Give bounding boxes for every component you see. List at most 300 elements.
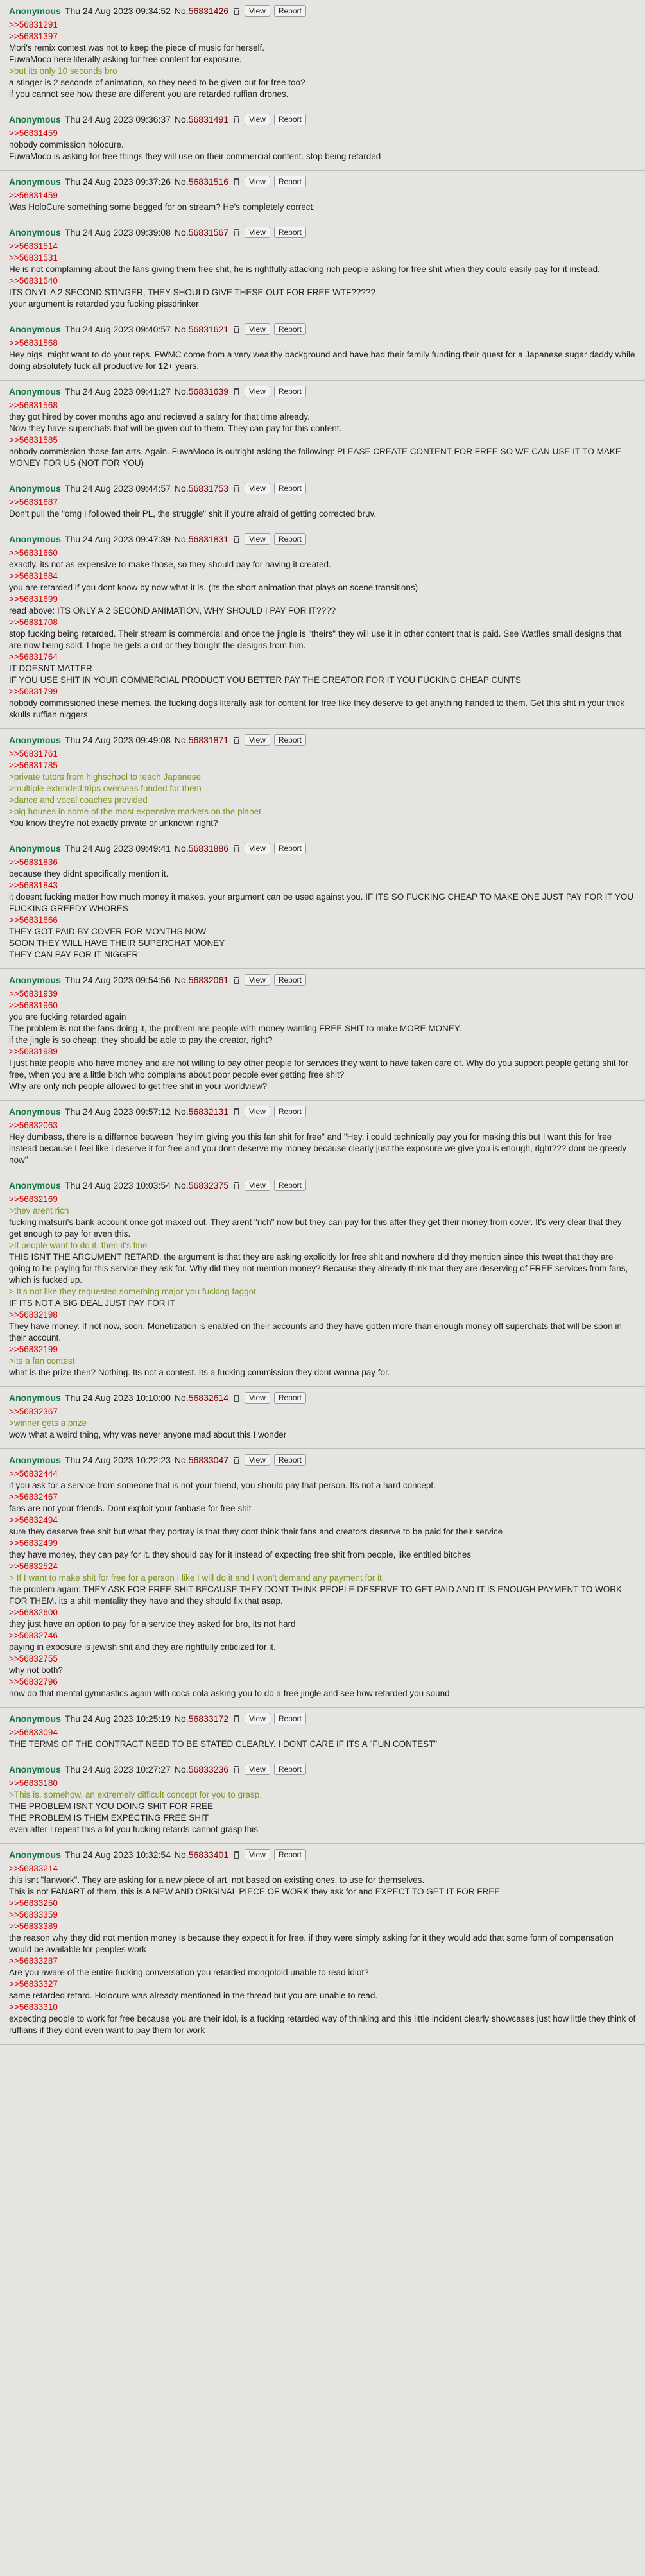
- quote-link[interactable]: >>56833287: [9, 1956, 58, 1966]
- post-datetime: Thu 24 Aug 2023 09:39:08: [64, 227, 171, 237]
- post-number[interactable]: [175, 1392, 228, 1404]
- post-number-prefix: No.: [174, 975, 189, 985]
- post-number-value[interactable]: 56831621: [188, 324, 229, 334]
- greentext-line: >If people want to do it, then it's fine: [9, 1241, 148, 1250]
- quote-link[interactable]: >>56831843: [9, 880, 58, 890]
- comment-line: same retarded retard. Holocure was already mentioned in the thread but you are unable to read.: [9, 1991, 378, 2000]
- post: [0, 1758, 645, 1844]
- comment-line: the reason why they did not mention money is because they expect it for free. if they were simply asking for it they would add that some form of compensation would be available for peoples work: [9, 1933, 614, 1954]
- post: [0, 381, 645, 477]
- post: [0, 969, 645, 1101]
- post-number-value[interactable]: 56832375: [188, 1180, 229, 1190]
- comment-line: THE PROBLEM ISNT YOU DOING SHIT FOR FREE: [9, 1801, 214, 1811]
- greentext-line: > If I want to make shit for free for a person I like I will do it and I won't demand any payment for it.: [9, 1573, 384, 1583]
- comment-line: read above: ITS ONLY A 2 SECOND ANIMATION, WHY SHOULD I PAY FOR IT????: [9, 606, 336, 615]
- comment-line: THEY CAN PAY FOR IT NIGGER: [9, 950, 139, 959]
- quote-link[interactable]: >>56831764: [9, 652, 58, 662]
- quote-link[interactable]: >>56833389: [9, 1921, 58, 1931]
- post-number[interactable]: [175, 386, 228, 397]
- post-number-value[interactable]: 56831491: [188, 114, 229, 125]
- poster-name: Anonymous: [9, 324, 61, 334]
- quote-link[interactable]: >>56832199: [9, 1344, 58, 1354]
- report-button[interactable]: Report: [274, 323, 306, 335]
- post-number-value[interactable]: 56833401: [188, 1850, 229, 1860]
- view-button[interactable]: View: [245, 1764, 270, 1775]
- quote-link[interactable]: >>56831989: [9, 1047, 58, 1056]
- post-number-prefix: No.: [174, 1180, 189, 1190]
- quote-link[interactable]: >>56831459: [9, 128, 58, 138]
- quote-link[interactable]: >>56831799: [9, 687, 58, 696]
- view-button[interactable]: View: [245, 386, 270, 397]
- post-datetime: Thu 24 Aug 2023 09:41:27: [64, 386, 171, 397]
- comment-line: they have money, they can pay for it. they should pay for it instead of expecting free shit from people, like entitled bitches: [9, 1550, 472, 1559]
- quote-link[interactable]: >>56831708: [9, 617, 58, 627]
- post-number-prefix: No.: [174, 1850, 189, 1860]
- comment-line: THE TERMS OF THE CONTRACT NEED TO BE STATED CLEARLY. I DONT CARE IF ITS A "FUN CONTEST": [9, 1739, 438, 1749]
- post-header: [9, 841, 636, 855]
- quote-link[interactable]: >>56831540: [9, 276, 58, 286]
- post-datetime: Thu 24 Aug 2023 09:36:37: [64, 114, 171, 125]
- poster-name: Anonymous: [9, 735, 61, 745]
- view-button[interactable]: View: [245, 1392, 270, 1404]
- report-button[interactable]: Report: [274, 386, 306, 397]
- comment-line: Was HoloCure something some begged for on stream? He's completely correct.: [9, 202, 316, 212]
- post-datetime: Thu 24 Aug 2023 10:22:23: [64, 1455, 171, 1465]
- post-body: [9, 747, 636, 829]
- view-button[interactable]: View: [245, 227, 270, 238]
- post-number-prefix: No.: [174, 6, 189, 16]
- post-body: [9, 1192, 636, 1378]
- post-datetime: Thu 24 Aug 2023 10:10:00: [64, 1393, 171, 1403]
- quote-link[interactable]: >>56833310: [9, 2002, 58, 2012]
- quote-link[interactable]: >>56831568: [9, 400, 58, 410]
- quote-link[interactable]: >>56833180: [9, 1778, 58, 1788]
- quote-link[interactable]: >>56832600: [9, 1608, 58, 1617]
- report-button[interactable]: Report: [274, 483, 306, 494]
- report-button[interactable]: Report: [274, 1392, 306, 1404]
- post-number-value[interactable]: 56831886: [188, 843, 229, 854]
- quote-link[interactable]: >>56833214: [9, 1864, 58, 1873]
- greentext-line: >dance and vocal coaches provided: [9, 795, 148, 805]
- post-number[interactable]: [175, 1764, 228, 1775]
- post-header: [9, 733, 636, 747]
- poster-name: Anonymous: [9, 1393, 61, 1403]
- comment-line: IT DOESNT MATTER: [9, 664, 92, 673]
- quote-link[interactable]: >>56831291: [9, 20, 58, 30]
- comment-line: Why are only rich people allowed to get free shit in your worldview?: [9, 1081, 268, 1091]
- post: [0, 0, 645, 108]
- view-button[interactable]: View: [245, 533, 270, 545]
- poster-name: Anonymous: [9, 1713, 61, 1724]
- quote-link[interactable]: >>56831761: [9, 749, 58, 759]
- comment-line: exactly. its not as expensive to make those, so they should pay for having it created.: [9, 560, 331, 569]
- report-button[interactable]: Report: [274, 176, 306, 187]
- comment-line: IF ITS NOT A BIG DEAL JUST PAY FOR IT: [9, 1298, 176, 1308]
- view-button[interactable]: View: [245, 1106, 270, 1117]
- comment-line: Don't pull the "omg I followed their PL, the struggle" shit if you're afraid of getting corrected bruv.: [9, 509, 377, 519]
- quote-link[interactable]: >>56833250: [9, 1898, 58, 1908]
- comment-line: it doesnt fucking matter how much money it makes. your argument can be used against you. IF ITS SO FUCKING CHEAP TO MAKE ONE JUST PAY FOR IT YOU FUCKING GREEDY WHORES: [9, 892, 634, 913]
- quote-link[interactable]: >>56831866: [9, 915, 58, 925]
- greentext-line: >This is, somehow, an extremely difficult concept for you to grasp.: [9, 1790, 262, 1799]
- post-datetime: Thu 24 Aug 2023 09:34:52: [64, 6, 171, 16]
- post: [0, 837, 645, 969]
- comment-line: paying in exposure is jewish shit and they are rightfully criticized for it.: [9, 1642, 276, 1652]
- post-header: [9, 175, 636, 189]
- report-button[interactable]: Report: [274, 227, 306, 238]
- report-button[interactable]: Report: [274, 1713, 306, 1724]
- post-header: [9, 1104, 636, 1119]
- trash-icon[interactable]: [234, 1182, 239, 1189]
- quote-link[interactable]: >>56831459: [9, 191, 58, 200]
- post-number-prefix: No.: [174, 1713, 189, 1724]
- quote-link[interactable]: >>56831568: [9, 338, 58, 348]
- quote-link[interactable]: >>56831514: [9, 241, 58, 251]
- comment-line: what is the prize then? Nothing. Its not a contest. Its a fucking commission they dont wanna pay for.: [9, 1368, 390, 1377]
- comment-line: you are retarded if you dont know by now what it is. (its the short animation that plays on scene transitions): [9, 583, 418, 592]
- trash-icon[interactable]: [234, 485, 239, 492]
- poster-name: Anonymous: [9, 1764, 61, 1774]
- comment-line: why not both?: [9, 1665, 64, 1675]
- post-header: [9, 112, 636, 126]
- poster-name: Anonymous: [9, 1850, 61, 1860]
- quote-link[interactable]: >>56833359: [9, 1910, 58, 1919]
- post: [0, 1387, 645, 1449]
- post-number-value[interactable]: 56832131: [188, 1106, 229, 1117]
- comment-line: now do that mental gymnastics again with coca cola asking you to do a free jingle and see how retarded you sound: [9, 1688, 450, 1698]
- report-button[interactable]: Report: [274, 843, 306, 854]
- post-number-value[interactable]: 56831639: [188, 386, 229, 397]
- comment-line: THE PROBLEM IS THEM EXPECTING FREE SHIT: [9, 1813, 209, 1823]
- post: [0, 221, 645, 318]
- post-body: [9, 399, 636, 469]
- post-number-prefix: No.: [174, 735, 189, 745]
- post-datetime: Thu 24 Aug 2023 09:44:57: [64, 483, 171, 494]
- post-number-value[interactable]: 56833236: [188, 1764, 229, 1774]
- quote-link[interactable]: >>56832198: [9, 1310, 58, 1319]
- trash-icon[interactable]: [234, 1108, 239, 1115]
- report-button[interactable]: Report: [274, 1849, 306, 1860]
- post-body: [9, 336, 636, 372]
- report-button[interactable]: Report: [274, 5, 306, 17]
- quote-link[interactable]: >>56832467: [9, 1492, 58, 1502]
- quote-link[interactable]: >>56831684: [9, 571, 58, 581]
- comment-line: I just hate people who have money and are not willing to pay other people for services they want to have taken care of. Why do you support people getting shit for free, when you are a little bitch who complains about poor people ever getting free shit?: [9, 1058, 629, 1079]
- post: [0, 1708, 645, 1758]
- post-number-value[interactable]: 56831753: [188, 483, 229, 494]
- comment-line: because they didnt specifically mention it.: [9, 869, 169, 879]
- post-number-value[interactable]: 56831831: [188, 534, 229, 544]
- comment-line: fucking matsuri's bank account once got maxed out. They arent "rich" now but they can pay for this after they get their money from cover. It's very clear that they get enough to pay for even this.: [9, 1217, 622, 1239]
- post-body: [9, 855, 636, 961]
- post: [0, 1449, 645, 1708]
- post-number-prefix: No.: [174, 176, 189, 187]
- post-body: [9, 239, 636, 310]
- quote-link[interactable]: >>56832524: [9, 1561, 58, 1571]
- post-number[interactable]: [175, 227, 228, 238]
- comment-line: SOON THEY WILL HAVE THEIR SUPERCHAT MONEY: [9, 938, 225, 948]
- comment-line: He is not complaining about the fans giving them free shit, he is rightfully attacking rich people asking for free shit when they could easily pay for it instead.: [9, 264, 600, 274]
- quote-link[interactable]: >>56832499: [9, 1538, 58, 1548]
- view-button[interactable]: View: [245, 5, 270, 17]
- view-button[interactable]: View: [245, 1454, 270, 1466]
- post-datetime: Thu 24 Aug 2023 10:32:54: [64, 1850, 171, 1860]
- greentext-line: >but its only 10 seconds bro: [9, 66, 117, 76]
- comment-line: Mori's remix contest was not to keep the piece of music for herself.: [9, 43, 264, 53]
- quote-link[interactable]: >>56832755: [9, 1654, 58, 1663]
- poster-name: Anonymous: [9, 227, 61, 237]
- post-body: [9, 126, 636, 162]
- trash-icon[interactable]: [234, 845, 239, 852]
- poster-name: Anonymous: [9, 1106, 61, 1117]
- view-button[interactable]: View: [245, 1713, 270, 1724]
- post: [0, 108, 645, 171]
- comment-line: Are you aware of the entire fucking conversation you retarded mongoloid unable to read idiot?: [9, 1968, 369, 1977]
- post-number[interactable]: [175, 1106, 228, 1117]
- trash-icon[interactable]: [234, 229, 239, 236]
- quote-link[interactable]: >>56831785: [9, 760, 58, 770]
- quote-link[interactable]: >>56831960: [9, 1000, 58, 1010]
- comment-line: You know they're not exactly private or unknown right?: [9, 818, 218, 828]
- comment-line: THIS ISNT THE ARGUMENT RETARD. the argument is that they are asking explicitly for free shit and nowhere did they mention since this tweet that they are going to be paying for this service they ask for. Why did they not mention money? Because they already think that they are deserving of FREE services from fans, which is fucked up.: [9, 1252, 628, 1285]
- post-number-value[interactable]: 56831426: [188, 6, 229, 16]
- post-number[interactable]: [175, 483, 228, 494]
- post-body: [9, 1405, 636, 1441]
- post-datetime: Thu 24 Aug 2023 09:49:08: [64, 735, 171, 745]
- comment-line: This is not FANART of them, this is A NEW AND ORIGINAL PIECE OF WORK they ask for and EXPECT TO GET IT FOR FREE: [9, 1887, 501, 1896]
- comment-line: you are fucking retarded again: [9, 1012, 126, 1022]
- quote-link[interactable]: >>56831397: [9, 31, 58, 41]
- post-number[interactable]: [175, 1454, 228, 1466]
- quote-link[interactable]: >>56832063: [9, 1121, 58, 1130]
- poster-name: Anonymous: [9, 483, 61, 494]
- post: [0, 528, 645, 729]
- comment-line: sure they deserve free shit but what they portray is that they dont think their fans and creators deserve to be paid for their service: [9, 1527, 503, 1536]
- post-number-value[interactable]: 56832614: [188, 1393, 229, 1403]
- report-button[interactable]: Report: [274, 1764, 306, 1775]
- comment-line: Hey dumbass, there is a differnce between "hey im giving you this fan shit for free" and "Hey, i could technically pay you for making this but I want this for free instead because I feel like i deserve it for free and you dont deserve my money because clearly just the exposure we give you is enough, right??? dont be greedy now": [9, 1132, 627, 1165]
- post: [0, 171, 645, 221]
- view-button[interactable]: View: [245, 974, 270, 986]
- post-header: [9, 1712, 636, 1726]
- greentext-line: >they arent rich: [9, 1206, 69, 1215]
- comment-line: FuwaMoco is asking for free things they will use on their commercial content. stop being retarded: [9, 151, 381, 161]
- trash-icon[interactable]: [234, 388, 239, 395]
- poster-name: Anonymous: [9, 534, 61, 544]
- trash-icon[interactable]: [234, 116, 239, 123]
- post: [0, 729, 645, 837]
- report-button[interactable]: Report: [274, 533, 306, 545]
- greentext-line: >private tutors from highschool to teach Japanese: [9, 772, 202, 782]
- post-datetime: Thu 24 Aug 2023 09:47:39: [64, 534, 171, 544]
- comment-line: they just have an option to pay for a service they asked for bro, its not hard: [9, 1619, 296, 1629]
- post-number[interactable]: [175, 1849, 228, 1860]
- quote-link[interactable]: >>56833327: [9, 1979, 58, 1989]
- comment-line: nobody commission holocure.: [9, 140, 124, 150]
- quote-link[interactable]: >>56832746: [9, 1631, 58, 1640]
- report-button[interactable]: Report: [274, 114, 306, 125]
- comment-line: the problem again: THEY ASK FOR FREE SHIT BECAUSE THEY DONT THINK PEOPLE DESERVE TO GET PAID AND IT IS ENOUGH PAYMENT TO WORK FOR THEM. its a shit mentality they have and they should fix that asap.: [9, 1584, 623, 1606]
- quote-link[interactable]: >>56832796: [9, 1677, 58, 1687]
- quote-link[interactable]: >>56832444: [9, 1469, 58, 1479]
- post-body: [9, 987, 636, 1092]
- post-body: [9, 1467, 636, 1699]
- view-button[interactable]: View: [245, 1849, 270, 1860]
- greentext-line: > It's not like they requested something major you fucking faggot: [9, 1287, 256, 1296]
- comment-line: if the jingle is so cheap, they should be able to pay the creator, right?: [9, 1035, 273, 1045]
- quote-link[interactable]: >>56832169: [9, 1194, 58, 1204]
- post-number-prefix: No.: [174, 227, 189, 237]
- comment-line: ITS ONYL A 2 SECOND STINGER, THEY SHOULD GIVE THESE OUT FOR FREE WTF?????: [9, 288, 375, 297]
- post-number-prefix: No.: [174, 483, 189, 494]
- post-number[interactable]: [175, 1713, 228, 1724]
- quote-link[interactable]: >>56831660: [9, 548, 58, 558]
- post-header: [9, 973, 636, 987]
- comment-line: if you ask for a service from someone that is not your friend, you should pay that person. Its not a hard concept.: [9, 1481, 436, 1490]
- quote-link[interactable]: >>56832494: [9, 1515, 58, 1525]
- report-button[interactable]: Report: [274, 1106, 306, 1117]
- poster-name: Anonymous: [9, 114, 61, 125]
- post-header: [9, 1178, 636, 1192]
- comment-line: THEY GOT PAID BY COVER FOR MONTHS NOW: [9, 927, 207, 936]
- comment-line: they got hired by cover months ago and recieved a salary for that time already.: [9, 412, 310, 422]
- post-number[interactable]: [175, 114, 228, 125]
- trash-icon[interactable]: [234, 1395, 239, 1402]
- comment-line: Hey nigs, might want to do your reps. FWMC come from a very wealthy background and have had their family funding their quest for a Japanese sugar daddy while doing absolutely fuck all productive for 12+ years.: [9, 350, 635, 371]
- quote-link[interactable]: >>56832367: [9, 1407, 58, 1416]
- report-button[interactable]: Report: [274, 1180, 306, 1191]
- post: [0, 477, 645, 528]
- post-number-value[interactable]: 56833172: [188, 1713, 229, 1724]
- report-button[interactable]: Report: [274, 1454, 306, 1466]
- trash-icon[interactable]: [234, 1715, 239, 1722]
- poster-name: Anonymous: [9, 176, 61, 187]
- greentext-line: >its a fan contest: [9, 1356, 75, 1366]
- post-number-value[interactable]: 56832061: [188, 975, 229, 985]
- post-number-value[interactable]: 56831516: [188, 176, 229, 187]
- comment-line: nobody commissioned these memes. the fucking dogs literally ask for content for free like they deserve to get anything handed to them. Get this shit in your thick skulls ruffian niggers.: [9, 698, 625, 719]
- post-header: [9, 1453, 636, 1467]
- post-number-prefix: No.: [174, 534, 189, 544]
- quote-link[interactable]: >>56831939: [9, 989, 58, 999]
- comment-line: this isnt "fanwork". They are asking for a new piece of art, not based on existing ones, to use for themselves.: [9, 1875, 425, 1885]
- view-button[interactable]: View: [245, 483, 270, 494]
- post-number[interactable]: [175, 533, 228, 545]
- post-header: [9, 225, 636, 239]
- post-datetime: Thu 24 Aug 2023 10:03:54: [64, 1180, 171, 1190]
- poster-name: Anonymous: [9, 1455, 61, 1465]
- post-datetime: Thu 24 Aug 2023 09:40:57: [64, 324, 171, 334]
- post-datetime: Thu 24 Aug 2023 09:49:41: [64, 843, 171, 854]
- post-datetime: Thu 24 Aug 2023 10:27:27: [64, 1764, 171, 1774]
- post-number-prefix: No.: [174, 1455, 189, 1465]
- trash-icon[interactable]: [234, 536, 239, 543]
- post-datetime: Thu 24 Aug 2023 09:37:26: [64, 176, 171, 187]
- trash-icon[interactable]: [234, 1766, 239, 1773]
- trash-icon[interactable]: [234, 1851, 239, 1859]
- post-number[interactable]: [175, 323, 228, 335]
- post-number[interactable]: [175, 734, 228, 746]
- quote-link[interactable]: >>56831836: [9, 857, 58, 867]
- trash-icon[interactable]: [234, 178, 239, 185]
- post-body: [9, 1776, 636, 1835]
- poster-name: Anonymous: [9, 386, 61, 397]
- post-body: [9, 1862, 636, 2036]
- comment-line: a stinger is 2 seconds of animation, so they need to be given out for free too?: [9, 78, 305, 87]
- post-number-prefix: No.: [174, 1106, 189, 1117]
- post-number-prefix: No.: [174, 114, 189, 125]
- view-button[interactable]: View: [245, 843, 270, 854]
- post-number-prefix: No.: [174, 386, 189, 397]
- post-number[interactable]: [175, 176, 228, 187]
- poster-name: Anonymous: [9, 843, 61, 854]
- post-number[interactable]: [175, 974, 228, 986]
- quote-link[interactable]: >>56833094: [9, 1728, 58, 1737]
- comment-line: if you cannot see how these are different you are retarded ruffian drones.: [9, 89, 289, 99]
- trash-icon[interactable]: [234, 8, 239, 15]
- post-number-prefix: No.: [174, 843, 189, 854]
- post-header: [9, 532, 636, 546]
- post-header: [9, 481, 636, 495]
- post-header: [9, 1762, 636, 1776]
- trash-icon[interactable]: [234, 1457, 239, 1464]
- post: [0, 318, 645, 381]
- view-button[interactable]: View: [245, 176, 270, 187]
- view-button[interactable]: View: [245, 1180, 270, 1191]
- view-button[interactable]: View: [245, 734, 270, 746]
- poster-name: Anonymous: [9, 1180, 61, 1190]
- post-number-value[interactable]: 56831871: [188, 735, 229, 745]
- post: [0, 1174, 645, 1387]
- quote-link[interactable]: >>56831531: [9, 253, 58, 262]
- comment-line: The problem is not the fans doing it, the problem are people with money wanting FREE SHIT to make MORE MONEY.: [9, 1024, 461, 1033]
- post-body: [9, 18, 636, 100]
- post-number-value[interactable]: 56833047: [188, 1455, 229, 1465]
- comment-line: IF YOU USE SHIT IN YOUR COMMERCIAL PRODUCT YOU BETTER PAY THE CREATOR FOR IT YOU FUCKING CHEAP CUNTS: [9, 675, 521, 685]
- trash-icon[interactable]: [234, 737, 239, 744]
- poster-name: Anonymous: [9, 975, 61, 985]
- post: [0, 1844, 645, 2045]
- trash-icon[interactable]: [234, 326, 239, 333]
- post-number[interactable]: [175, 843, 228, 854]
- quote-link[interactable]: >>56831687: [9, 497, 58, 507]
- post-datetime: Thu 24 Aug 2023 09:54:56: [64, 975, 171, 985]
- post-header: [9, 4, 636, 18]
- trash-icon[interactable]: [234, 977, 239, 984]
- view-button[interactable]: View: [245, 323, 270, 335]
- comment-line: nobody commission those fan arts. Again. FuwaMoco is outright asking the following: PLEASE CREATE CONTENT FOR FREE SO WE CAN USE IT TO MAKE MONEY FOR US (NOT FOR YOU): [9, 447, 621, 468]
- post-number-value[interactable]: 56831567: [188, 227, 229, 237]
- poster-name: Anonymous: [9, 6, 61, 16]
- report-button[interactable]: Report: [274, 734, 306, 746]
- report-button[interactable]: Report: [274, 974, 306, 986]
- comment-line: fans are not your friends. Dont exploit your fanbase for free shit: [9, 1504, 252, 1513]
- quote-link[interactable]: >>56831585: [9, 435, 58, 445]
- quote-link[interactable]: >>56831699: [9, 594, 58, 604]
- comment-line: wow what a weird thing, why was never anyone mad about this I wonder: [9, 1430, 287, 1439]
- post-number[interactable]: [175, 1180, 228, 1191]
- post-number[interactable]: [175, 5, 228, 17]
- greentext-line: >winner gets a prize: [9, 1418, 87, 1428]
- comment-line: stop fucking being retarded. Their stream is commercial and once the jingle is "theirs" they will use it in other content that is paid. See Watfles small designs that are now being sold. I hope he gets a cut or they bought the designs from him.: [9, 629, 622, 650]
- view-button[interactable]: View: [245, 114, 270, 125]
- greentext-line: >multiple extended trips overseas funded for them: [9, 784, 202, 793]
- comment-line: expecting people to work for free because you are their idol, is a fucking retarded way of thinking and this little incident clearly showcases just how little they think of ruffians if they dont even want to pay them for work: [9, 2014, 636, 2035]
- post-header: [9, 384, 636, 399]
- post-datetime: Thu 24 Aug 2023 10:25:19: [64, 1713, 171, 1724]
- post-body: [9, 1726, 636, 1750]
- post-body: [9, 189, 636, 213]
